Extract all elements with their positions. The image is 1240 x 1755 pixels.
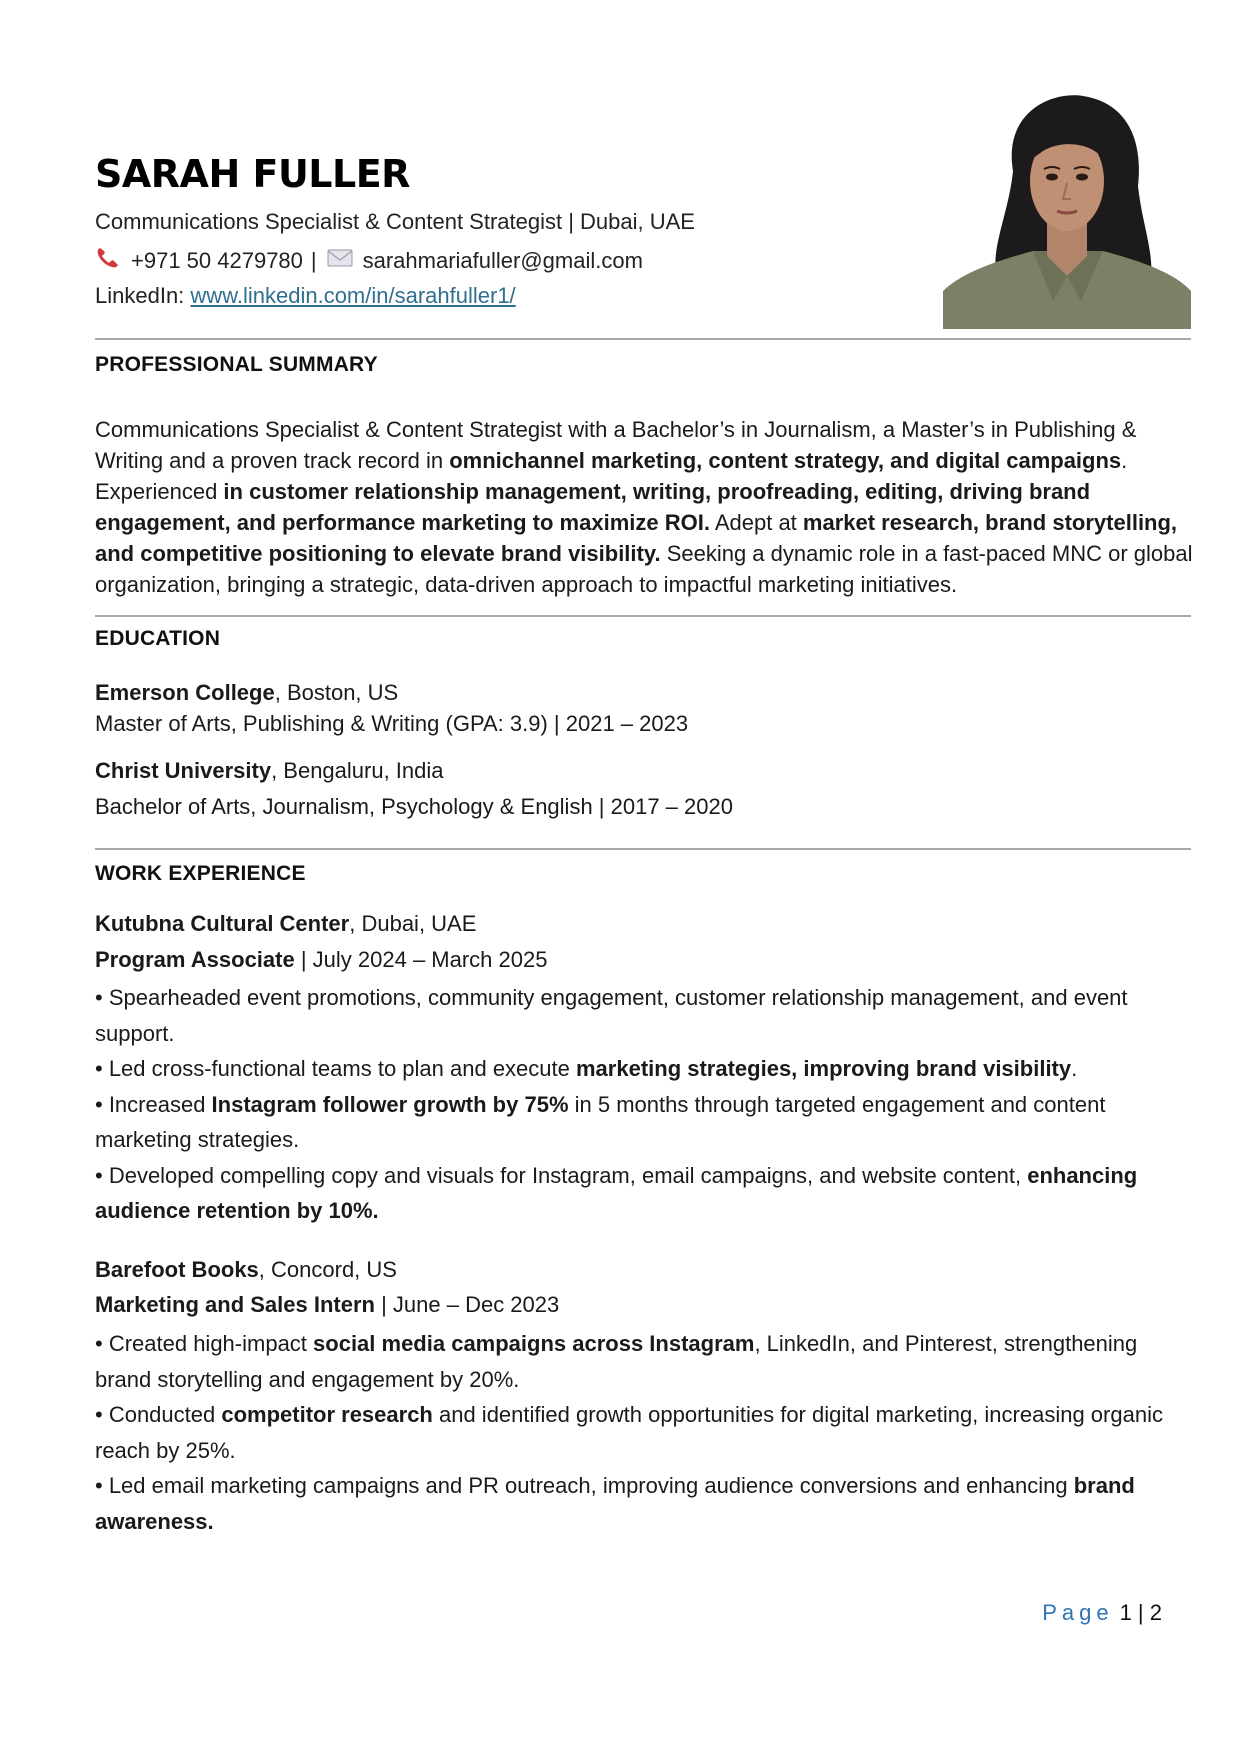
job-company-line bbox=[95, 911, 476, 937]
section-title-summary: PROFESSIONAL SUMMARY bbox=[95, 353, 378, 376]
job-title: Marketing and Sales Intern bbox=[95, 1292, 375, 1317]
job-bullets bbox=[95, 980, 1195, 1229]
section-title-education: EDUCATION bbox=[95, 627, 221, 650]
email-address[interactable]: sarahmariafuller@gmail.com bbox=[362, 248, 643, 273]
page-label: Page bbox=[1042, 1600, 1114, 1625]
bullet-item bbox=[95, 1326, 1195, 1397]
phone-number[interactable]: +971 50 4279780 bbox=[131, 248, 303, 273]
bullet-highlight: social media campaigns across Instagram bbox=[313, 1331, 755, 1356]
bullet-text: • Led email marketing campaigns and PR outreach, improving audience conversions and enhancing bbox=[95, 1473, 1074, 1498]
job-dates: | June – Dec 2023 bbox=[374, 1292, 560, 1317]
bullet-text: • Developed compelling copy and visuals for Instagram, email campaigns, and website content, bbox=[95, 1162, 1028, 1188]
bullet-text: . bbox=[1071, 1056, 1078, 1081]
bullet-text: • Spearheaded event promotions, community engagement, customer relationship management, and event support. bbox=[95, 985, 1128, 1046]
company-location: , Concord, US bbox=[258, 1257, 397, 1282]
bullet-highlight: competitor research bbox=[221, 1402, 433, 1427]
company-name: Kutubna Cultural Center bbox=[95, 911, 350, 936]
bullet-highlight: enhancing audience retention by 10%. bbox=[95, 1162, 1138, 1223]
summary-text: Adept at bbox=[709, 510, 803, 535]
school-name: Christ University bbox=[95, 758, 272, 783]
job-bullets bbox=[95, 1326, 1195, 1539]
divider bbox=[95, 848, 1191, 850]
summary-text: . Experienced bbox=[95, 448, 1128, 504]
job-company-line bbox=[95, 1257, 397, 1283]
bullet-highlight: marketing strategies, improving brand visibility bbox=[575, 1056, 1072, 1081]
education-degree-line: Bachelor of Arts, Journalism, Psychology & English | 2017 – 2020 bbox=[95, 794, 733, 819]
bullet-item bbox=[95, 1468, 1195, 1539]
divider bbox=[95, 338, 1191, 340]
summary-highlight: omnichannel marketing, content strategy, and digital campaigns bbox=[449, 448, 1122, 473]
contact-line bbox=[95, 246, 643, 276]
job-role-line bbox=[95, 1292, 559, 1318]
linkedin-link[interactable]: www.linkedin.com/in/sarahfuller1/ bbox=[190, 283, 516, 308]
bullet-item bbox=[95, 1051, 1195, 1087]
profile-photo bbox=[943, 91, 1191, 329]
candidate-name: SARAH FULLER bbox=[95, 152, 410, 196]
summary-text: Seeking a dynamic role in a fast-paced MNC or global organization, bringing a strategic, data-driven approach to impactful marketing initiatives. bbox=[95, 541, 1193, 597]
bullet-highlight: brand awareness. bbox=[95, 1473, 1135, 1534]
bullet-item bbox=[95, 1158, 1195, 1229]
bullet-text: • Led cross-functional teams to plan and execute bbox=[95, 1056, 576, 1081]
page-count: 1 | 2 bbox=[1119, 1600, 1162, 1625]
candidate-headline: Communications Specialist & Content Strategist | Dubai, UAE bbox=[95, 209, 695, 234]
bullet-highlight: Instagram follower growth by 75% bbox=[211, 1091, 569, 1117]
bullet-item bbox=[95, 1397, 1195, 1468]
phone-icon bbox=[95, 246, 121, 276]
bullet-item bbox=[95, 980, 1195, 1051]
bullet-text: and identified growth opportunities for digital marketing, increasing organic reach by 25%. bbox=[95, 1402, 1163, 1463]
divider bbox=[95, 615, 1191, 617]
page-number bbox=[1042, 1600, 1162, 1626]
school-location: , Bengaluru, India bbox=[271, 758, 444, 783]
summary-highlight: market research, brand storytelling, and competitive positioning to elevate brand visibility. bbox=[95, 510, 1178, 566]
education-degree-line: Master of Arts, Publishing & Writing (GPA: 3.9) | 2021 – 2023 bbox=[95, 711, 689, 736]
company-name: Barefoot Books bbox=[95, 1257, 259, 1282]
education-school-line bbox=[95, 758, 444, 784]
summary-text: Communications Specialist & Content Strategist with a Bachelor’s in Journalism, a Master’s in Publishing & Writing and a proven track record in bbox=[95, 417, 1137, 473]
job-dates: | July 2024 – March 2025 bbox=[294, 947, 548, 972]
bullet-text: • Increased bbox=[95, 1091, 212, 1117]
envelope-icon bbox=[327, 248, 353, 274]
summary-highlight: in customer relationship management, writing, proofreading, editing, driving brand engagement, and performance marketing to maximize ROI. bbox=[95, 479, 1091, 535]
summary-paragraph bbox=[95, 414, 1195, 600]
linkedin-label: LinkedIn: bbox=[95, 283, 185, 308]
bullet-text: • Conducted bbox=[95, 1402, 222, 1427]
linkedin-line bbox=[95, 283, 516, 309]
education-school-line bbox=[95, 680, 398, 706]
job-role-line bbox=[95, 947, 547, 973]
bullet-text: • Created high-impact bbox=[95, 1331, 314, 1356]
school-name: Emerson College bbox=[95, 680, 275, 705]
bullet-text: , LinkedIn, and Pinterest, strengthening brand storytelling and engagement by 20%. bbox=[95, 1331, 1138, 1392]
school-location: , Boston, US bbox=[274, 680, 399, 705]
bullet-text: in 5 months through targeted engagement and content marketing strategies. bbox=[95, 1091, 1106, 1152]
company-location: , Dubai, UAE bbox=[349, 911, 477, 936]
bullet-item bbox=[95, 1087, 1195, 1158]
section-title-work: WORK EXPERIENCE bbox=[95, 862, 306, 885]
contact-separator: | bbox=[310, 248, 317, 273]
job-title: Program Associate bbox=[95, 947, 295, 972]
